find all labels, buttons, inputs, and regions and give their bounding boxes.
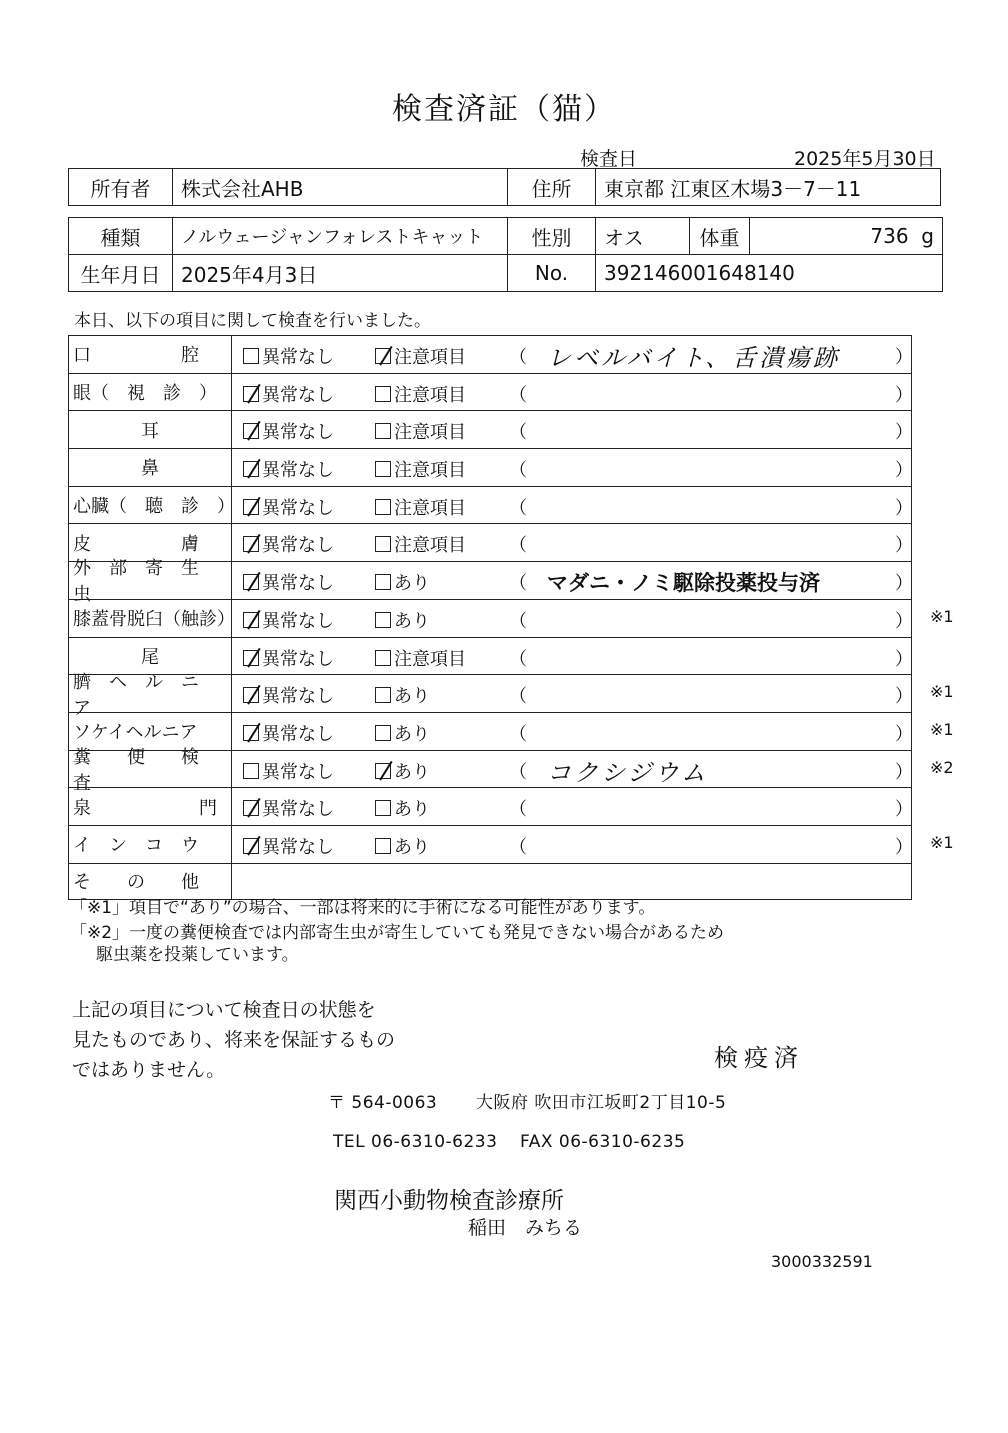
paren-close: ） xyxy=(895,347,913,368)
option-normal-label: 異常なし xyxy=(262,836,334,858)
inspection-row xyxy=(69,826,911,864)
checkbox-icon[interactable] xyxy=(375,650,391,666)
checkbox-icon[interactable] xyxy=(375,423,391,439)
footnote-mark: ※1 xyxy=(930,720,954,739)
footnote-mark: ※1 xyxy=(930,833,954,853)
weight-value: 736 xyxy=(870,224,909,248)
option-second[interactable] xyxy=(375,531,466,557)
option-normal[interactable] xyxy=(243,758,334,784)
option-second-label: 注意項目 xyxy=(394,347,466,368)
row-item-name: 眼（ 視 診 ） xyxy=(69,374,232,411)
birth-label: 生年月日 xyxy=(69,255,173,292)
option-normal[interactable] xyxy=(243,720,334,746)
option-second[interactable] xyxy=(375,720,430,746)
option-normal[interactable] xyxy=(243,682,334,708)
paren-open: （ xyxy=(509,384,527,406)
inspection-row xyxy=(69,558,913,606)
option-second[interactable] xyxy=(375,381,466,407)
paren-close: ） xyxy=(895,535,913,557)
option-normal-label: 異常なし xyxy=(262,686,334,708)
address-label: 住所 xyxy=(508,169,596,206)
weight-unit: g xyxy=(921,224,934,248)
inspection-row xyxy=(69,487,911,525)
option-second-label: あり xyxy=(394,799,430,821)
paren-close: ） xyxy=(895,648,913,670)
option-second-label: あり xyxy=(394,723,430,745)
option-second-label: 注意項目 xyxy=(394,422,466,444)
paren-open: （ xyxy=(509,799,527,821)
checkbox-icon[interactable] xyxy=(375,763,391,779)
disclaimer-line: ではありません。 xyxy=(72,1059,226,1081)
paren-close: ） xyxy=(895,422,913,444)
row-note: マダニ・ノミ駆除投薬投与済 xyxy=(547,571,820,596)
disclaimer xyxy=(72,995,395,1085)
option-second-label: 注意項目 xyxy=(394,535,466,557)
paren-open: （ xyxy=(509,610,527,632)
checkbox-icon[interactable] xyxy=(243,461,259,477)
option-second[interactable] xyxy=(375,569,430,595)
inspection-row xyxy=(69,411,911,449)
option-normal-label: 異常なし xyxy=(262,648,334,670)
checkbox-icon[interactable] xyxy=(243,423,259,439)
breed-label: 種類 xyxy=(69,218,173,255)
option-second-label: あり xyxy=(394,573,430,595)
sex-value: オス xyxy=(596,218,690,255)
inspection-row xyxy=(69,671,913,719)
row-item-name: 膝蓋骨脱臼（触診） xyxy=(69,600,232,637)
number-label: No. xyxy=(508,255,596,292)
option-normal-label: 異常なし xyxy=(262,347,334,368)
checkbox-icon[interactable] xyxy=(375,725,391,741)
footnote-2: 「※2」一度の糞便検査では内部寄生虫が寄生していても発見できない場合があるため xyxy=(70,923,725,943)
option-second[interactable] xyxy=(375,833,430,859)
paren-open: （ xyxy=(509,836,527,858)
option-second[interactable] xyxy=(375,682,430,708)
paren-open: （ xyxy=(509,460,527,482)
number-value: 392146001648140 xyxy=(596,255,943,292)
checkbox-icon[interactable] xyxy=(243,574,259,590)
paren-close: ） xyxy=(895,836,913,858)
owner-value: 株式会社AHB xyxy=(173,169,508,206)
option-normal-label: 異常なし xyxy=(262,573,334,595)
option-normal-label: 異常なし xyxy=(262,761,334,783)
row-item-name: 鼻 xyxy=(69,449,232,486)
option-second[interactable] xyxy=(375,456,466,482)
row-item-name: そ の 他 xyxy=(69,864,232,899)
checkbox-icon[interactable] xyxy=(375,536,391,552)
checkbox-icon[interactable] xyxy=(375,800,391,816)
birth-value: 2025年4月3日 xyxy=(173,255,508,292)
option-normal[interactable] xyxy=(243,494,334,520)
document-title: 検査済証（猫） xyxy=(392,92,616,127)
option-second[interactable] xyxy=(375,343,466,369)
footnote-mark: ※1 xyxy=(930,606,954,626)
inspection-row xyxy=(69,336,911,374)
checkbox-icon[interactable] xyxy=(243,499,259,515)
paren-close: ） xyxy=(895,497,913,519)
row-item-name: イ ン コ ウ xyxy=(69,826,232,863)
checkbox-icon[interactable] xyxy=(243,725,259,741)
row-item-name: 尾 xyxy=(69,638,232,675)
footnote-1: 「※1」項目で“あり”の場合、一部は将来的に手術になる可能性があります。 xyxy=(70,898,656,918)
footnote-2-cont: 駆虫薬を投薬しています。 xyxy=(96,945,299,965)
paren-open: （ xyxy=(509,535,527,557)
row-item-name: 耳 xyxy=(69,411,232,448)
paren-open: （ xyxy=(509,648,527,670)
option-second-label: あり xyxy=(394,761,430,783)
checkbox-icon[interactable] xyxy=(243,612,259,628)
paren-close: ） xyxy=(895,799,913,821)
option-second[interactable] xyxy=(375,494,466,520)
inspection-grid xyxy=(68,335,912,900)
postal-code: 〒 564-0063 xyxy=(328,1093,438,1113)
checkbox-icon[interactable] xyxy=(243,838,259,854)
option-normal[interactable] xyxy=(243,531,334,557)
inspector-name: 稲田 みちる xyxy=(468,1217,583,1239)
row-item-name: 糞 便 検 査 xyxy=(69,751,232,788)
checkbox-icon[interactable] xyxy=(375,574,391,590)
row-note: レベルバイト、舌潰瘍跡 xyxy=(547,344,841,372)
checkbox-icon[interactable] xyxy=(243,348,259,364)
option-normal-label: 異常なし xyxy=(262,799,334,821)
inspection-row xyxy=(69,600,911,638)
checkbox-icon[interactable] xyxy=(375,612,391,628)
option-normal-label: 異常なし xyxy=(262,422,334,444)
checkbox-icon[interactable] xyxy=(375,687,391,703)
option-second-label: 注意項目 xyxy=(394,460,466,482)
option-second-label: 注意項目 xyxy=(394,648,466,670)
row-item-name: 泉 門 xyxy=(69,788,232,825)
owner-table xyxy=(68,168,941,206)
paren-open: （ xyxy=(509,686,527,708)
inspection-row xyxy=(69,746,913,794)
paren-close: ） xyxy=(895,573,913,595)
option-second-label: 注意項目 xyxy=(394,497,466,519)
option-normal-label: 異常なし xyxy=(262,460,334,482)
option-second[interactable] xyxy=(375,758,430,784)
paren-close: ） xyxy=(895,686,913,708)
option-normal[interactable] xyxy=(243,795,334,821)
option-normal[interactable] xyxy=(243,381,334,407)
address-value: 東京都 江東区木場3－7－11 xyxy=(596,169,941,206)
option-normal-label: 異常なし xyxy=(262,384,334,406)
animal-table xyxy=(68,217,943,292)
option-second-label: あり xyxy=(394,836,430,858)
option-normal-label: 異常なし xyxy=(262,723,334,745)
option-second-label: 注意項目 xyxy=(394,384,466,406)
checkbox-icon[interactable] xyxy=(375,386,391,402)
inspection-date: 2025年5月30日 xyxy=(794,148,936,170)
inspection-row xyxy=(69,449,911,487)
checkbox-icon[interactable] xyxy=(243,763,259,779)
paren-close: ） xyxy=(895,761,913,783)
row-item-name: 外 部 寄 生 虫 xyxy=(69,562,232,599)
clinic-tel: TEL 06-6310-6233 xyxy=(333,1132,498,1152)
owner-label: 所有者 xyxy=(69,169,173,206)
option-second[interactable] xyxy=(375,795,430,821)
option-normal-label: 異常なし xyxy=(262,497,334,519)
weight-label: 体重 xyxy=(690,218,750,255)
paren-open: （ xyxy=(509,422,527,444)
inspection-row xyxy=(69,374,911,412)
row-item-name: ソケイヘルニア xyxy=(69,713,232,750)
checkbox-icon[interactable] xyxy=(243,536,259,552)
row-item-name: 臍 ヘ ル ニ ア xyxy=(69,675,232,712)
paren-open: （ xyxy=(509,573,527,595)
breed-value: ノルウェージャンフォレストキャット xyxy=(173,218,508,255)
clinic-name: 関西小動物検査診療所 xyxy=(334,1188,564,1214)
paren-close: ） xyxy=(895,384,913,406)
inspection-date-label: 検査日 xyxy=(580,148,638,170)
footnote-mark: ※1 xyxy=(930,682,954,702)
inspection-row xyxy=(69,788,911,826)
option-second[interactable] xyxy=(375,418,466,444)
row-item-name: 心臓（ 聴 診 ） xyxy=(69,487,232,524)
paren-close: ） xyxy=(895,723,913,745)
option-second[interactable] xyxy=(375,607,430,633)
checkbox-icon[interactable] xyxy=(375,461,391,477)
checkbox-icon[interactable] xyxy=(243,650,259,666)
intro-text: 本日、以下の項目に関して検査を行いました。 xyxy=(74,311,431,331)
checkbox-icon[interactable] xyxy=(375,499,391,515)
paren-close: ） xyxy=(895,610,913,632)
document-code: 3000332591 xyxy=(771,1252,873,1271)
clinic-address: 大阪府 吹田市江坂町2丁目10-5 xyxy=(476,1093,727,1113)
footnote-mark: ※2 xyxy=(930,757,954,777)
clinic-fax: FAX 06-6310-6235 xyxy=(520,1132,686,1152)
paren-open: （ xyxy=(509,347,527,368)
sex-label: 性別 xyxy=(508,218,596,255)
checkbox-icon[interactable] xyxy=(375,348,391,364)
checkbox-icon[interactable] xyxy=(243,800,259,816)
quarantine-stamp: 検疫済 xyxy=(714,1044,804,1072)
row-note: コクシジウム xyxy=(547,758,709,787)
checkbox-icon[interactable] xyxy=(375,838,391,854)
checkbox-icon[interactable] xyxy=(243,386,259,402)
option-second[interactable] xyxy=(375,645,466,671)
option-normal[interactable] xyxy=(243,418,334,444)
checkbox-icon[interactable] xyxy=(243,687,259,703)
row-item-name: 口 腔 xyxy=(69,336,232,373)
option-normal[interactable] xyxy=(243,607,334,633)
option-normal[interactable] xyxy=(243,569,334,595)
option-normal[interactable] xyxy=(243,833,334,859)
option-normal[interactable] xyxy=(243,456,334,482)
option-normal-label: 異常なし xyxy=(262,610,334,632)
paren-open: （ xyxy=(509,761,527,783)
option-normal-label: 異常なし xyxy=(262,535,334,557)
option-second-label: あり xyxy=(394,610,430,632)
option-normal[interactable] xyxy=(243,343,334,369)
paren-open: （ xyxy=(509,497,527,519)
row-item-name: 皮 膚 xyxy=(69,524,232,561)
paren-open: （ xyxy=(509,723,527,745)
option-second-label: あり xyxy=(394,686,430,708)
paren-close: ） xyxy=(895,460,913,482)
option-normal[interactable] xyxy=(243,645,334,671)
disclaimer-line: 見たものであり、将来を保証するもの xyxy=(72,1029,396,1051)
disclaimer-line: 上記の項目について検査日の状態を xyxy=(72,999,376,1021)
